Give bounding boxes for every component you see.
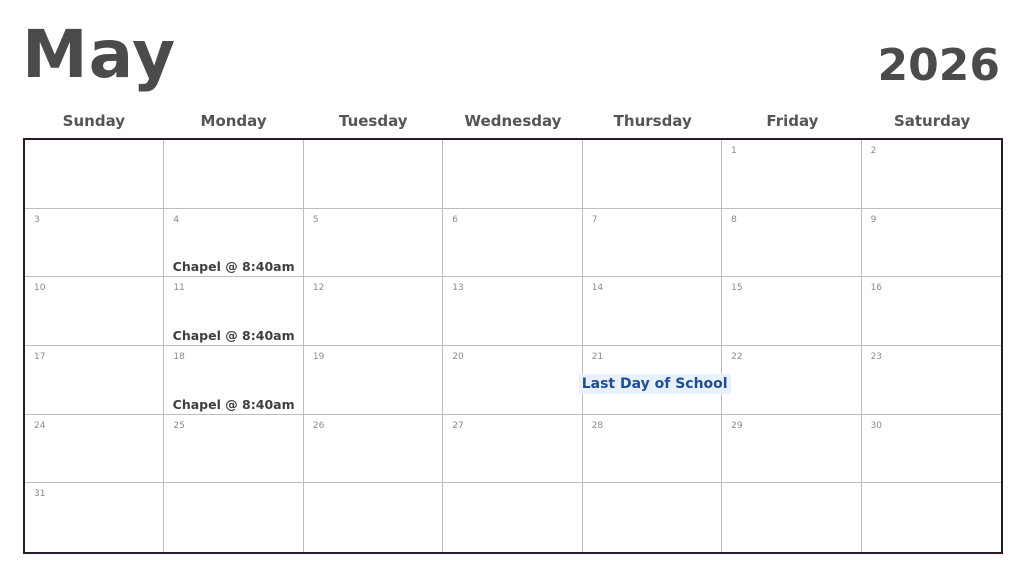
day-cell[interactable] xyxy=(862,346,1001,415)
day-cell[interactable] xyxy=(25,140,164,209)
day-number: 6 xyxy=(452,214,459,225)
day-cell[interactable] xyxy=(164,277,303,346)
day-number: 23 xyxy=(870,351,883,362)
weekday-header-row xyxy=(24,112,1002,134)
day-number: 15 xyxy=(731,283,743,294)
day-number: 1 xyxy=(731,146,737,156)
day-number: 9 xyxy=(870,214,877,225)
day-number: 18 xyxy=(173,351,185,362)
day-cell[interactable] xyxy=(443,209,582,278)
day-number: 14 xyxy=(591,283,604,294)
day-cell[interactable] xyxy=(25,346,164,415)
day-cell[interactable] xyxy=(25,277,164,346)
day-cell[interactable] xyxy=(25,415,164,484)
day-cell[interactable] xyxy=(164,209,303,278)
day-number: 8 xyxy=(731,214,737,225)
weekday-sunday: Sunday xyxy=(62,112,126,130)
weekday-monday: Monday xyxy=(200,112,267,130)
day-cell[interactable] xyxy=(25,483,164,552)
day-number: 31 xyxy=(34,489,46,500)
day-number: 25 xyxy=(173,420,185,431)
day-number: 10 xyxy=(34,283,46,294)
month-title: May xyxy=(22,16,177,93)
day-number: 26 xyxy=(312,420,325,431)
weekday-saturday: Saturday xyxy=(893,112,971,130)
day-cell[interactable] xyxy=(164,415,303,484)
day-cell[interactable] xyxy=(722,209,861,278)
day-number: 13 xyxy=(452,283,464,294)
day-cell[interactable] xyxy=(581,346,728,415)
day-number: 19 xyxy=(312,351,325,362)
day-cell[interactable] xyxy=(25,209,164,278)
day-number: 7 xyxy=(591,214,598,225)
day-number: 29 xyxy=(731,420,743,431)
day-cell[interactable] xyxy=(304,346,443,415)
day-number: 17 xyxy=(34,351,46,362)
day-number: 12 xyxy=(312,283,325,294)
day-number: 21 xyxy=(591,351,604,362)
event-label: Chapel @ 8:40am xyxy=(172,327,295,343)
day-cell[interactable] xyxy=(862,483,1001,552)
day-cell[interactable] xyxy=(722,415,861,484)
day-cell[interactable] xyxy=(164,346,303,415)
day-cell[interactable] xyxy=(722,483,861,552)
day-cell[interactable] xyxy=(164,483,303,552)
day-cell[interactable] xyxy=(304,483,443,552)
event-label: Chapel @ 8:40am xyxy=(172,259,295,275)
day-cell[interactable] xyxy=(583,140,722,209)
day-cell[interactable] xyxy=(443,346,582,415)
day-cell[interactable] xyxy=(164,140,303,209)
weekday-thursday: Thursday xyxy=(613,112,692,130)
day-cell[interactable] xyxy=(583,483,722,552)
calendar-grid xyxy=(23,138,1003,554)
weekday-tuesday: Tuesday xyxy=(339,112,408,130)
day-cell[interactable] xyxy=(583,209,722,278)
event-chapel[interactable] xyxy=(164,259,302,274)
day-number: 4 xyxy=(173,214,180,225)
event-chapel[interactable] xyxy=(164,328,302,343)
day-cell[interactable] xyxy=(722,277,861,346)
day-cell[interactable] xyxy=(304,277,443,346)
day-number: 30 xyxy=(870,420,883,431)
day-number: 24 xyxy=(34,420,46,431)
day-cell[interactable] xyxy=(443,483,582,552)
weekday-friday: Friday xyxy=(766,112,819,130)
day-cell[interactable] xyxy=(304,140,443,209)
day-cell[interactable] xyxy=(862,209,1001,278)
event-chapel[interactable] xyxy=(164,397,302,412)
day-number: 3 xyxy=(34,214,40,225)
day-number: 27 xyxy=(452,420,464,431)
day-number: 22 xyxy=(731,351,743,362)
day-cell[interactable] xyxy=(862,415,1001,484)
day-cell[interactable] xyxy=(443,140,582,209)
day-cell[interactable] xyxy=(862,140,1001,209)
day-number: 5 xyxy=(312,214,319,225)
day-number: 28 xyxy=(591,420,604,431)
day-cell[interactable] xyxy=(443,415,582,484)
year-title: 2026 xyxy=(877,40,1000,91)
day-cell[interactable] xyxy=(862,277,1001,346)
weekday-wednesday: Wednesday xyxy=(464,112,562,130)
event-label: Last Day of School xyxy=(579,374,731,394)
day-number: 11 xyxy=(173,283,185,294)
day-cell[interactable] xyxy=(304,415,443,484)
event-last-day-of-school[interactable] xyxy=(579,375,728,392)
day-cell[interactable] xyxy=(443,277,582,346)
day-number: 20 xyxy=(452,351,464,362)
event-label: Chapel @ 8:40am xyxy=(172,396,295,412)
day-number: 2 xyxy=(870,146,877,156)
day-cell[interactable] xyxy=(583,277,722,346)
day-cell[interactable] xyxy=(722,140,861,209)
day-cell[interactable] xyxy=(304,209,443,278)
day-number: 16 xyxy=(870,283,883,294)
day-cell[interactable] xyxy=(583,415,722,484)
day-cell[interactable] xyxy=(722,346,861,415)
